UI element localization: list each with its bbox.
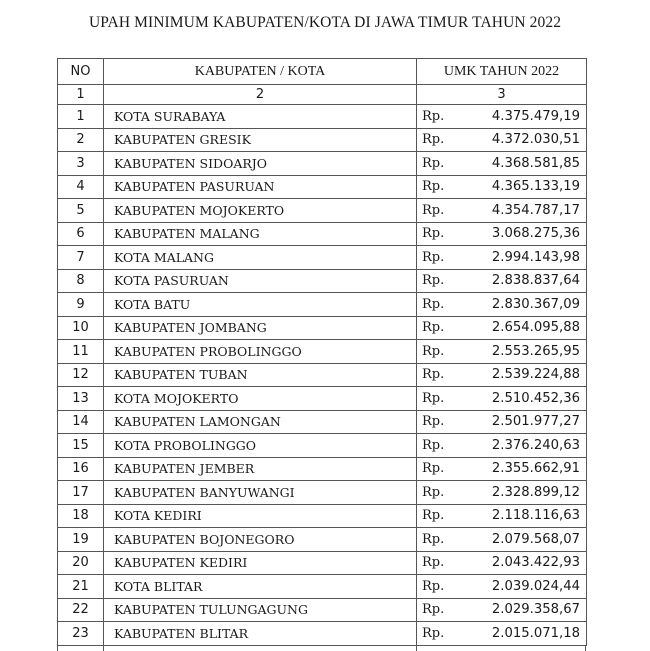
umk-cell (417, 598, 587, 622)
region-name: KABUPATEN PROBOLINGGO (104, 340, 417, 364)
umk-cell (417, 575, 587, 599)
currency-label: Rp. (422, 320, 445, 336)
row-number: 6 (58, 222, 104, 246)
umk-value: 2.501.977,27 (491, 414, 580, 430)
umk-cell (417, 622, 587, 646)
table-continuation (57, 645, 586, 651)
umk-value: 2.654.095,88 (491, 320, 580, 336)
region-name: KABUPATEN BOJONEGORO (104, 528, 417, 552)
region-name: KOTA KEDIRI (104, 504, 417, 528)
table-row (58, 363, 587, 387)
column-index-row (58, 85, 587, 105)
currency-label: Rp. (422, 625, 445, 641)
row-number: 17 (58, 481, 104, 505)
umk-cell (417, 551, 587, 575)
header-no: NO (58, 59, 104, 85)
region-name: KABUPATEN SIDOARJO (104, 152, 417, 176)
umk-cell (417, 340, 587, 364)
umk-value: 2.039.024,44 (491, 578, 580, 594)
column-index-3: 3 (417, 85, 587, 105)
region-name: KOTA SURABAYA (104, 105, 417, 129)
table-row (58, 551, 587, 575)
region-name: KOTA PROBOLINGGO (104, 434, 417, 458)
table-row (58, 622, 587, 646)
table-row (58, 528, 587, 552)
umk-cell (417, 457, 587, 481)
umk-value: 2.015.071,18 (491, 625, 580, 641)
umk-value: 4.354.787,17 (491, 202, 580, 218)
currency-label: Rp. (422, 484, 445, 500)
region-name: KOTA MOJOKERTO (104, 387, 417, 411)
umk-cell (417, 410, 587, 434)
umk-cell (417, 246, 587, 270)
currency-label: Rp. (422, 508, 445, 524)
umk-value: 2.553.265,95 (491, 343, 580, 359)
table-row (58, 340, 587, 364)
table-row (58, 222, 587, 246)
region-name: KABUPATEN BANYUWANGI (104, 481, 417, 505)
region-name: KABUPATEN TUBAN (104, 363, 417, 387)
umk-table (57, 58, 587, 646)
region-name: KOTA PASURUAN (104, 269, 417, 293)
row-number: 3 (58, 152, 104, 176)
umk-cell (417, 128, 587, 152)
umk-cell (417, 387, 587, 411)
umk-value: 2.079.568,07 (491, 531, 580, 547)
umk-cell (417, 481, 587, 505)
currency-label: Rp. (422, 273, 445, 289)
umk-cell (417, 293, 587, 317)
table-row (58, 457, 587, 481)
table-row (58, 246, 587, 270)
umk-value: 2.376.240,63 (491, 437, 580, 453)
table-row (58, 128, 587, 152)
row-number: 16 (58, 457, 104, 481)
table-row (58, 152, 587, 176)
table-row (58, 481, 587, 505)
currency-label: Rp. (422, 578, 445, 594)
row-number: 11 (58, 340, 104, 364)
currency-label: Rp. (422, 367, 445, 383)
umk-cell (417, 105, 587, 129)
currency-label: Rp. (422, 155, 445, 171)
umk-cell (417, 199, 587, 223)
row-number: 19 (58, 528, 104, 552)
region-name: KABUPATEN BLITAR (104, 622, 417, 646)
region-name: KABUPATEN TULUNGAGUNG (104, 598, 417, 622)
umk-value: 2.043.422,93 (491, 555, 580, 571)
umk-value: 4.375.479,19 (491, 108, 580, 124)
table-row (58, 410, 587, 434)
row-number: 10 (58, 316, 104, 340)
umk-cell (417, 363, 587, 387)
table-row (58, 575, 587, 599)
row-number: 9 (58, 293, 104, 317)
region-name: KOTA BATU (104, 293, 417, 317)
table-row (58, 269, 587, 293)
table-row (58, 598, 587, 622)
umk-value: 2.029.358,67 (491, 602, 580, 618)
row-number: 12 (58, 363, 104, 387)
region-name: KOTA MALANG (104, 246, 417, 270)
umk-value: 4.365.133,19 (491, 179, 580, 195)
umk-value: 2.328.899,12 (491, 484, 580, 500)
umk-cell (417, 269, 587, 293)
table-row (58, 504, 587, 528)
header-umk: UMK TAHUN 2022 (417, 59, 587, 85)
region-name: KABUPATEN MALANG (104, 222, 417, 246)
table-row (58, 434, 587, 458)
region-name: KABUPATEN PASURUAN (104, 175, 417, 199)
currency-label: Rp. (422, 132, 445, 148)
currency-label: Rp. (422, 226, 445, 242)
umk-value: 2.118.116,63 (491, 508, 580, 524)
row-number: 13 (58, 387, 104, 411)
table-row (58, 293, 587, 317)
table-row (58, 199, 587, 223)
table-row (58, 175, 587, 199)
umk-cell (417, 316, 587, 340)
region-name: KABUPATEN JEMBER (104, 457, 417, 481)
region-name: KABUPATEN JOMBANG (104, 316, 417, 340)
umk-cell (417, 434, 587, 458)
row-number: 7 (58, 246, 104, 270)
currency-label: Rp. (422, 202, 445, 218)
column-index-1: 1 (58, 85, 104, 105)
table-header-row (58, 59, 587, 85)
row-number: 2 (58, 128, 104, 152)
region-name: KABUPATEN MOJOKERTO (104, 199, 417, 223)
row-number: 21 (58, 575, 104, 599)
divider (416, 645, 417, 651)
row-number: 15 (58, 434, 104, 458)
region-name: KOTA BLITAR (104, 575, 417, 599)
row-number: 5 (58, 199, 104, 223)
currency-label: Rp. (422, 390, 445, 406)
region-name: KABUPATEN LAMONGAN (104, 410, 417, 434)
currency-label: Rp. (422, 343, 445, 359)
row-number: 18 (58, 504, 104, 528)
currency-label: Rp. (422, 437, 445, 453)
currency-label: Rp. (422, 531, 445, 547)
umk-cell (417, 222, 587, 246)
column-index-2: 2 (104, 85, 417, 105)
row-number: 8 (58, 269, 104, 293)
row-number: 4 (58, 175, 104, 199)
row-number: 22 (58, 598, 104, 622)
row-number: 23 (58, 622, 104, 646)
umk-value: 2.539.224,88 (491, 367, 580, 383)
table-row (58, 387, 587, 411)
document-title: UPAH MINIMUM KABUPATEN/KOTA DI JAWA TIMUR TAHUN 2022 (88, 14, 562, 31)
umk-value: 4.372.030,51 (491, 132, 580, 148)
table-row (58, 105, 587, 129)
divider (103, 645, 104, 651)
row-number: 1 (58, 105, 104, 129)
umk-value: 3.068.275,36 (491, 226, 580, 242)
currency-label: Rp. (422, 461, 445, 477)
row-number: 14 (58, 410, 104, 434)
currency-label: Rp. (422, 179, 445, 195)
umk-value: 2.355.662,91 (491, 461, 580, 477)
currency-label: Rp. (422, 296, 445, 312)
region-name: KABUPATEN KEDIRI (104, 551, 417, 575)
row-number: 20 (58, 551, 104, 575)
umk-value: 2.830.367,09 (491, 296, 580, 312)
umk-cell (417, 528, 587, 552)
region-name: KABUPATEN GRESIK (104, 128, 417, 152)
currency-label: Rp. (422, 602, 445, 618)
currency-label: Rp. (422, 108, 445, 124)
currency-label: Rp. (422, 555, 445, 571)
table-row (58, 316, 587, 340)
umk-cell (417, 175, 587, 199)
umk-value: 2.838.837,64 (491, 273, 580, 289)
umk-cell (417, 152, 587, 176)
currency-label: Rp. (422, 414, 445, 430)
umk-value: 2.510.452,36 (491, 390, 580, 406)
umk-value: 2.994.143,98 (491, 249, 580, 265)
umk-value: 4.368.581,85 (491, 155, 580, 171)
umk-cell (417, 504, 587, 528)
header-kabupaten-kota: KABUPATEN / KOTA (104, 59, 417, 85)
currency-label: Rp. (422, 249, 445, 265)
